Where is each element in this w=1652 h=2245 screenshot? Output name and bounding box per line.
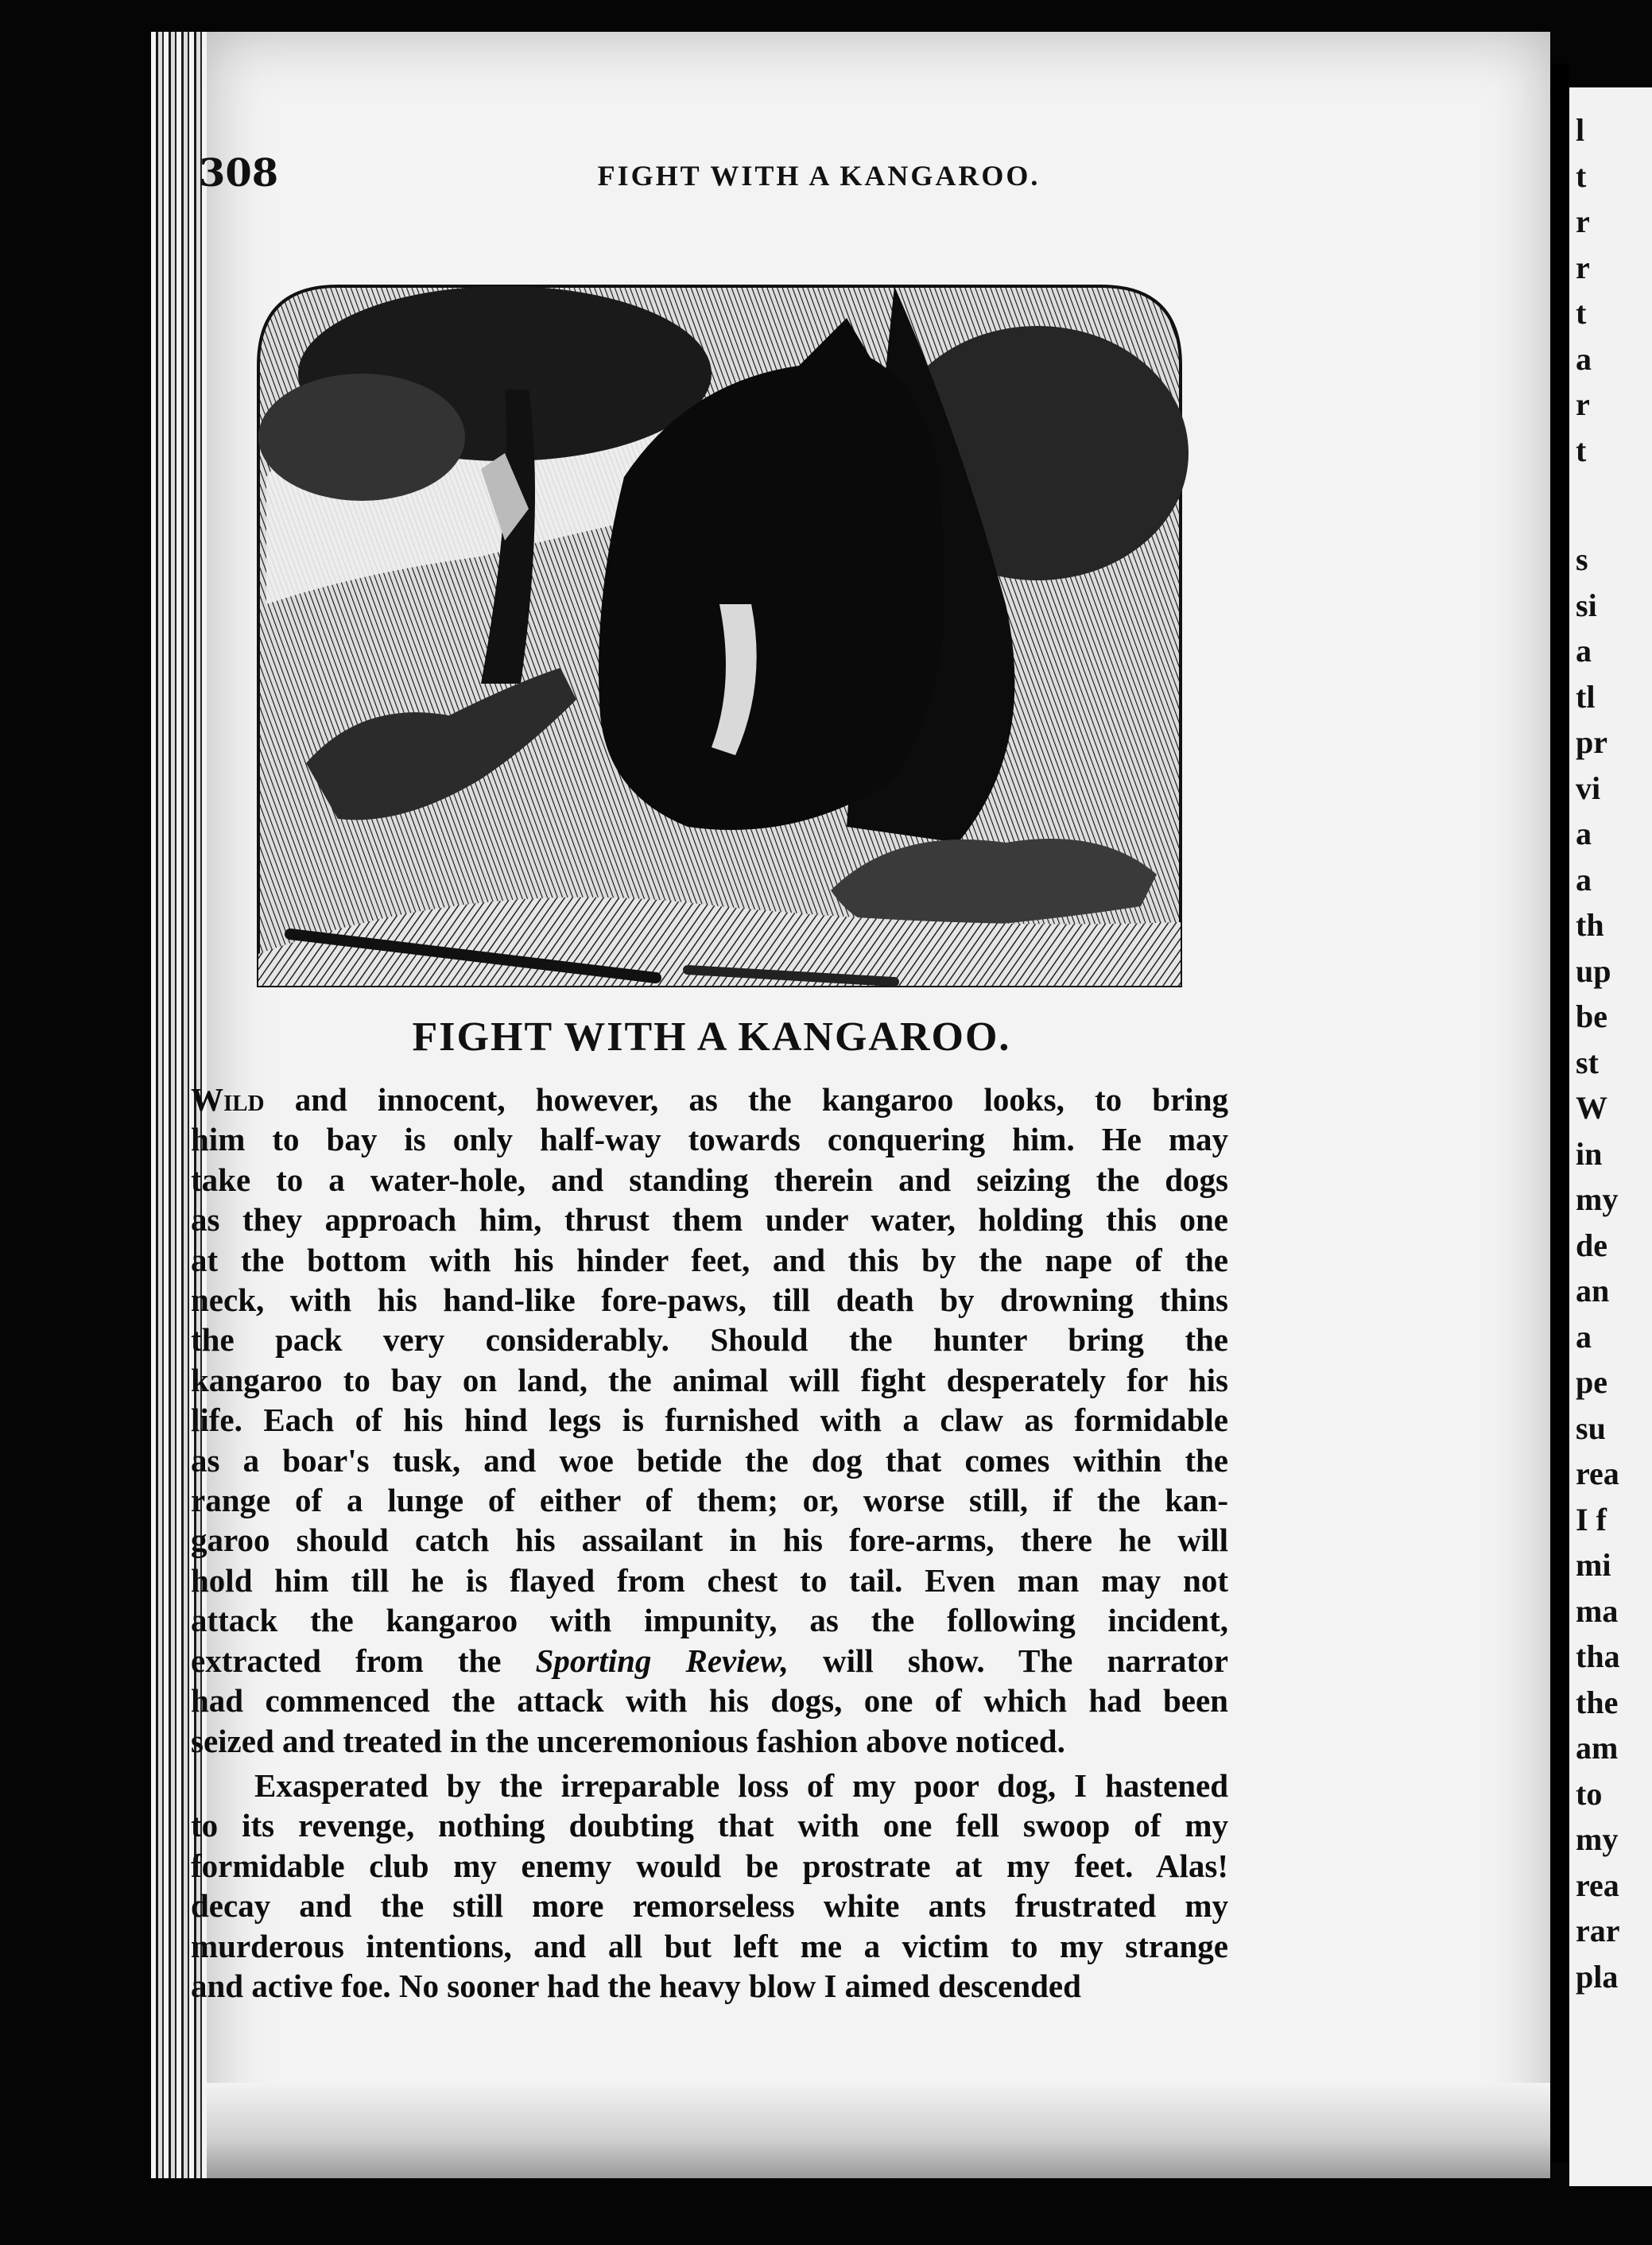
text-line: life. Each of his hind legs is furnished with a claw as formidable — [191, 1402, 1228, 1439]
facing-page-fragment: s — [1576, 541, 1588, 577]
facing-page-fragment: ma — [1576, 1592, 1619, 1629]
text-line: had commenced the attack with his dogs, one of which had been — [191, 1682, 1228, 1720]
facing-page-fragment: t — [1576, 157, 1587, 194]
text-line: him to bay is only half-way towards conquering him. He may — [191, 1121, 1228, 1158]
text-line: attack the kangaroo with impunity, as the following incident, — [191, 1602, 1228, 1639]
facing-page-fragment: W — [1576, 1090, 1607, 1126]
facing-page-fragment: my — [1576, 1181, 1619, 1217]
facing-page-fragment: t — [1576, 432, 1587, 468]
book-gutter — [1550, 64, 1569, 2162]
facing-page-fragment: t — [1576, 295, 1587, 331]
facing-page-fragment: vi — [1576, 770, 1601, 806]
facing-page-fragment: th — [1576, 907, 1604, 943]
facing-page-fragment: st — [1576, 1044, 1599, 1080]
facing-page-fragment: pe — [1576, 1364, 1607, 1400]
running-head: FIGHT WITH A KANGAROO. — [597, 160, 1041, 192]
text-line: range of a lunge of either of them; or, worse still, if the kan- — [191, 1482, 1228, 1519]
facing-page-fragment: up — [1576, 952, 1611, 989]
facing-page-fragment: rea — [1576, 1456, 1619, 1491]
text-line: decay and the still more remorseless white ants frustrated my — [191, 1887, 1228, 1925]
text-line: Exasperated by the irreparable loss of my poor dog, I hastened — [254, 1766, 1228, 1804]
illustration-caption: FIGHT WITH A KANGAROO. — [412, 1014, 1011, 1060]
facing-page-fragment: pr — [1576, 724, 1607, 760]
facing-page-fragment: a — [1576, 633, 1592, 669]
text-line: murderous intentions, and all but left me a victim to my strange — [191, 1927, 1228, 1964]
facing-page-fragment: tl — [1576, 678, 1596, 715]
text-segment: will show. The narrator — [788, 1642, 1228, 1679]
text-line: neck, with his hand-like fore-paws, till death by drowning thins — [191, 1281, 1228, 1319]
facing-page-fragment: I f — [1576, 1501, 1607, 1537]
text-line: hold him till he is flayed from chest to tail. Even man may not — [191, 1561, 1228, 1599]
facing-page-edge — [1569, 87, 1652, 2186]
facing-page-fragment: be — [1576, 998, 1607, 1034]
facing-page-fragment: a — [1576, 340, 1592, 377]
facing-page-fragment: l — [1576, 112, 1585, 148]
facing-page-fragment: r — [1576, 204, 1590, 239]
facing-page-fragment: my — [1576, 1821, 1619, 1857]
facing-page-fragment: a — [1576, 861, 1592, 898]
facing-page-fragment: r — [1576, 249, 1590, 285]
facing-page-fragment: tha — [1576, 1638, 1620, 1674]
facing-page-fragment: a — [1576, 816, 1592, 851]
text-line: take to a water-hole, and standing therein and seizing the dogs — [191, 1161, 1228, 1198]
text-line: as they approach him, thrust them under water, holding this one — [191, 1201, 1228, 1239]
facing-page-fragment: de — [1576, 1227, 1607, 1263]
facing-page-fragment: the — [1576, 1684, 1619, 1720]
text-line: to its revenge, nothing doubting that with one fell swoop of my — [191, 1807, 1228, 1844]
text-segment: and innocent, however, as the kangaroo looks, to bring — [264, 1081, 1228, 1118]
text-line — [191, 1080, 1228, 1119]
page-shadow — [207, 2083, 1550, 2178]
facing-page-fragment: mi — [1576, 1547, 1611, 1583]
facing-page-fragment: to — [1576, 1775, 1603, 1812]
engraving-illustration — [242, 270, 1196, 1002]
facing-page-fragment: si — [1576, 587, 1597, 623]
text-line: seized and treated in the unceremonious fashion above noticed. — [191, 1722, 1065, 1759]
text-line: and active foe. No sooner had the heavy blow I aimed descended — [191, 1967, 1081, 2004]
text-line: at the bottom with his hinder feet, and this by the nape of the — [191, 1241, 1228, 1278]
text-segment: extracted from the — [191, 1642, 536, 1679]
text-line: the pack very considerably. Should the hunter bring the — [191, 1321, 1228, 1359]
drop-word: Wild — [191, 1081, 265, 1118]
facing-page-fragment: a — [1576, 1318, 1592, 1355]
italic-title: Sporting Review, — [535, 1642, 789, 1679]
page-number: 308 — [199, 151, 279, 196]
text-line: formidable club my enemy would be prostrate at my feet. Alas! — [191, 1847, 1228, 1884]
facing-page-fragment: rar — [1576, 1913, 1620, 1948]
facing-page-fragment: an — [1576, 1273, 1610, 1309]
body-text — [191, 1080, 1228, 2006]
facing-page-fragment: rea — [1576, 1867, 1619, 1903]
text-line: kangaroo to bay on land, the animal will fight desperately for his — [191, 1361, 1228, 1398]
text-line: garoo should catch his assailant in his fore-arms, there he will — [191, 1522, 1228, 1559]
facing-page-fragment: am — [1576, 1730, 1619, 1766]
text-line — [191, 1641, 1228, 1681]
facing-page-fragment: pla — [1576, 1958, 1619, 1995]
facing-page-fragment: in — [1576, 1135, 1603, 1172]
facing-page-fragment: r — [1576, 386, 1590, 422]
facing-page-fragment: su — [1576, 1409, 1606, 1446]
text-line: as a boar's tusk, and woe betide the dog that comes within the — [191, 1441, 1228, 1479]
